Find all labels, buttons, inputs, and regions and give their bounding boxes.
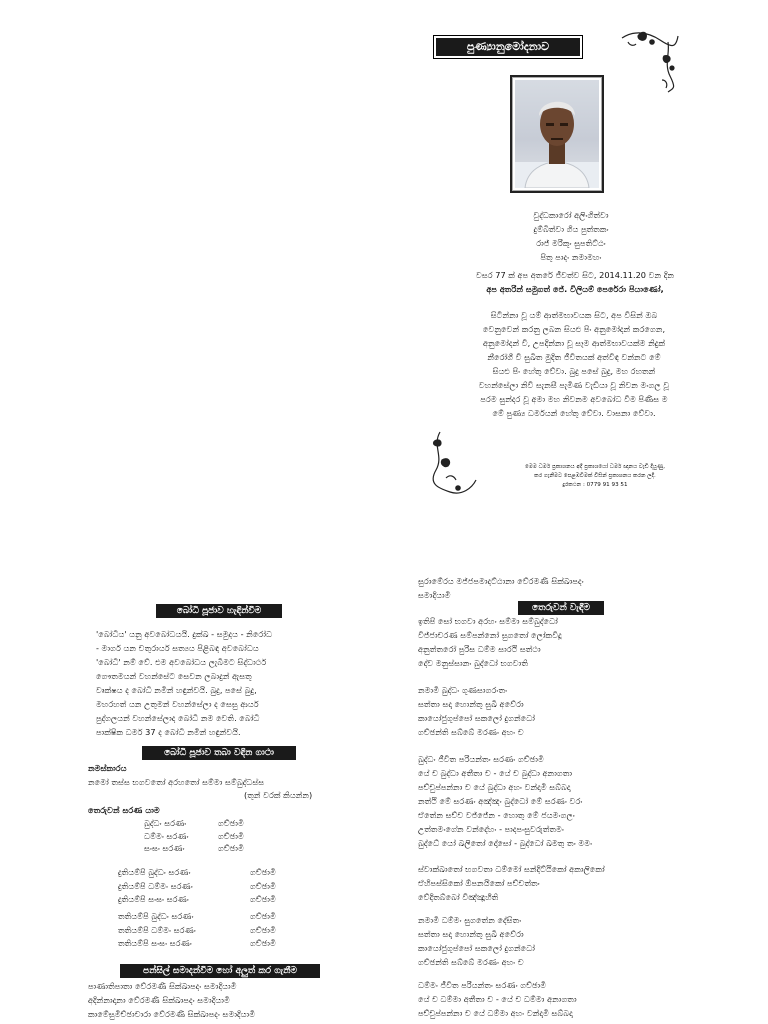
section-title-triple-gem: තෙරුවන් වැඳීම: [518, 601, 604, 615]
sarana-row: දුතියම්පි බුද්ධං සරණං ගච්ඡාමි: [118, 867, 276, 877]
para-line: - මාර්ග යන චතුරාර්ය සත්‍යය පිළිබඳ අවබෝධය: [96, 643, 259, 653]
stanza-line: පච්චුප්පන්නා ච යේ ධම්මා අහං වන්දාමි සබ්බදා: [418, 1008, 573, 1018]
body-line: මේ පුණ්‍ය ධර්මයන් හේතු වේවා. වාසනා වේවා.: [492, 408, 656, 418]
body-line: පරම සුන්දර වූ අමා මහ නිවනම අවබෝධ වීම පිණිස ම: [480, 394, 668, 404]
sarana-heading: තෙරුවන් සරණ යාම: [88, 805, 160, 815]
para-line: මහරහත් යන උතුමන් වහන්සේලා ද සෙසු ආර්ය: [96, 699, 259, 709]
stanza-line: ස්වාක්ඛාතෝ භගවතා ධම්මෝ සන්දිට්ඨිකෝ අකාලිකෝ: [418, 864, 605, 874]
body-line: සිටින්නා වූ යම් ආත්මභාවයක සිට, අප විසින් ඔබ: [490, 310, 658, 320]
stanza-line: නමාමි ධම්මං සුගතේන දේසිතං: [418, 915, 522, 925]
stanza-line: විජ්ජාචරණ සම්පන්නෝ සුගතෝ ලෝකවිදූ: [418, 630, 562, 640]
stanza-line: ධම්මං ජීවිත පරියන්තං සරණං ගච්ඡාමි: [418, 980, 547, 990]
precept-line: කාමේසුමිච්ඡාචාරා වේරමණී සික්ඛාපදං සමාදියාමි: [88, 1009, 256, 1019]
verse-line: පිතු පාදං නමාමහං: [540, 252, 602, 262]
floral-side-ornament: [428, 430, 478, 496]
stanza-iti-pi-so: [418, 614, 562, 670]
stanza-line: බුද්ධං ජීවිත පරියන්තං සරණං ගච්ඡාමි: [418, 754, 544, 764]
notice-line: වසර 77 ක් අප අතරේ ජීවත්ව සිට, 2014.11.20 වන දින: [475, 270, 675, 280]
sarana-row: සංඝං සරණං ගච්ඡාමි: [144, 843, 244, 853]
para-line: 'බෝධි' නම් වේ. එම අවබෝධය ලැබීමට සිද්ධාර්ථ: [96, 657, 267, 667]
namo-line: නමෝ තස්ස භගවතෝ අරහතෝ සම්මා සම්බුද්ධස්ස: [88, 777, 265, 787]
stanza-line: උත්තමංගේන වන්දේහං - පාදපංසුවරුත්තමං: [418, 824, 564, 834]
stanza-namami-buddham: [418, 683, 535, 739]
stanza-line: සත්තා සදා හොන්තු සුඛී අවේරා: [418, 929, 524, 939]
publisher-footer: [490, 463, 700, 490]
bodhi-intro-paragraph: [96, 627, 346, 739]
body-line: සියළු පිං හේතු වේවා. බුදු පසේ බුදු, මහ රහතන්: [492, 366, 656, 376]
sarana-row: දුතියම්පි සංඝං සරණං ගච්ඡාමි: [118, 894, 276, 904]
footer-line: කර ගැනීමට පෙළඹවීමක් විසින් ප්‍රකාශනය කරන ලදී.: [534, 473, 656, 479]
floral-corner-ornament: [618, 28, 682, 94]
verse-line: වුද්ධකාරෝ අලිංගිත්වා: [533, 210, 609, 220]
body-line: වෙනුවෙන් කරනු ලබන සියළු පිං අනුමෝදන් කරගෙන,: [482, 324, 666, 334]
stanza-line: වේදිතබ්බෝ විඤ්ඤූහීති: [418, 892, 499, 902]
body-line: වහන්සේලා නිවී සැනසී පැමිණ වැඩියා වූ නිවන මංගල වූ: [478, 380, 670, 390]
portrait-photo: [510, 75, 604, 193]
pali-verse: [476, 208, 666, 264]
announcement-title: පුණ්‍යානුමෝදනාව: [436, 38, 580, 56]
stanza-line: කායෝජුගුප්පෝ සකලෝ දුගන්ධෝ: [418, 943, 535, 953]
stanza-line: අනුත්තරෝ පුරිස ධම්ම සාරථි සත්ථා: [418, 644, 541, 654]
stanza-line: දේව මනුස්සානං බුද්ධෝ භගවාති: [418, 658, 528, 668]
stanza-namami-dhammam: [418, 913, 535, 969]
sarana-row: බුද්ධං සරණං ගච්ඡාමි: [144, 818, 244, 828]
stanza-line: නත්ථි මේ සරණං අඤ්ඤං බුද්ධෝ මේ සරණං වරං: [418, 796, 583, 806]
para-line: ගෞතමයන් වහන්සේට සෙවන ලබාදුන් ඇසතු: [96, 671, 252, 681]
stanza-buddha-sarana: [418, 752, 592, 850]
death-notice: [425, 268, 725, 296]
verse-line: දුම්බිත්වා ගිය පුත්තකං: [533, 224, 609, 234]
verse-line: රාජ් මරිකුං සුපතිට්ඨං: [536, 238, 606, 248]
merit-transfer-text: [418, 308, 730, 420]
stanza-dhamma-sarana: [418, 978, 577, 1020]
body-line: නීරෝගී වී සුඛිත මුදිත ජීවිතයක් අත්විඳ වන්නට මේ: [487, 352, 661, 362]
footer-phone: දුරකථන : 0779 91 93 51: [562, 482, 628, 488]
stanza-line: ඉතිපි සෝ භගවා අරහං සම්මා සම්බුද්ධෝ: [418, 616, 558, 626]
stanza-line: යේ ච බුද්ධා අතීතා ච - යේ ච බුද්ධා අනාගතා: [418, 768, 573, 778]
stanza-svakkhato: [418, 862, 605, 904]
sarana-group-3: [118, 910, 276, 951]
stanza-line: පච්චුප්පන්නා ච යේ බුද්ධා අහං වන්දාමි සබ්බදා: [418, 782, 571, 792]
fifth-precept: [418, 574, 584, 602]
para-line: පාක්ෂික ධර්ම 37 ද බෝධි නමින් හඳුන්වයි.: [96, 727, 241, 737]
precept-line: අදින්නාදානා වේරමණී සික්ඛාපදං සමාදියාමි: [88, 995, 230, 1005]
section-title-bodhi-intro: බෝධි පූජාව හැඳින්වීම: [156, 604, 282, 618]
body-line: අනුමෝදන් වී, උපදින්නා වූ සෑම ආත්මභාවයක්ම නිදුක්: [482, 338, 666, 348]
precept-line: සමාදියාමි: [418, 590, 451, 600]
stanza-line: කායෝජුගුප්පෝ සකලෝ දුගන්ධෝ: [418, 713, 535, 723]
stanza-line: ඒහිපස්සිකෝ ඕපනයිකෝ පච්චත්තං: [418, 878, 540, 888]
sarana-group-2: [118, 866, 276, 907]
section-title-bodhi-verses: බෝධි පූජාව තබා වඳින ගාථා: [142, 746, 296, 760]
stanza-line: සත්තා සදා හොන්තු සුඛී අවේරා: [418, 699, 524, 709]
stanza-line: ගච්ඡන්ති සබ්බේ මරණං අහං ච: [418, 957, 524, 967]
footer-line: මෙම ධර්ම ප්‍රකාශනය අදි ප්‍රකාශයෝ ධර්ම ඥානය වැඩි දියුණු,: [525, 464, 665, 470]
sarana-group-1: [144, 817, 244, 855]
stanza-line: යේ ච ධම්මා අතීතා ච - යේ ච ධම්මා අනාගතා: [418, 994, 577, 1004]
stanza-line: ගච්ඡන්ති සබ්බේ මරණං අහං ච: [418, 727, 524, 737]
para-line: 'බෝධිය' යනු අවබෝධයයි. දුක්ඛ - සමුදය - නිරෝධ: [96, 629, 273, 639]
sarana-row: දුතියම්පි ධම්මං සරණං ගච්ඡාමි: [118, 880, 276, 891]
precept-line: සුරාමේරය මජ්ජපමාදට්ඨානා වේරමණී සික්ඛාපදං: [418, 576, 584, 586]
stanza-line: බුද්ධේ යෝ ඛලිතෝ දෝසෝ - බුද්ධෝ ඛමතු තං මමං: [418, 838, 593, 848]
stanza-line: නමාමි බුද්ධං ගුණසාගරංතං: [418, 685, 508, 695]
namaskara-heading: නමස්කාරය: [88, 763, 127, 773]
para-line: වෘක්ෂය ද බෝධි නමින් හඳුන්වයි. බුදු, පසේ බුදු,: [96, 685, 257, 695]
sarana-row: ධම්මං සරණං ගච්ඡාමි: [144, 830, 244, 841]
sarana-row: තතියම්පි සංඝං සරණං ගච්ඡාමි: [118, 938, 276, 948]
pansil-precepts: [88, 979, 255, 1021]
para-line: පුද්ගලයන් වහන්සේලාද බෝධි නම වෙති. බෝධි: [96, 713, 260, 723]
stanza-line: ඒතේන සච්ච වජ්ජේන - හොතු මේ ජයමංගලං: [418, 810, 575, 820]
namo-note: (තුන් වරක් කියන්න): [244, 790, 313, 800]
precept-line: පාණාතිපාතා වේරමණී සික්ඛාපදං සමාදියාමි: [88, 981, 237, 991]
section-title-pansil: පන්සිල් සමාදන්වීම හෝ අලුත් කර ගැනීම: [120, 964, 320, 978]
sarana-row: තතියම්පි බුද්ධං සරණං ගච්ඡාමි: [118, 911, 276, 921]
notice-line: අප අතරින් සමුගත් ජේ. විලියම් පෙරේරා පියාණෝ,: [486, 284, 664, 294]
sarana-row: තතියම්පි ධම්මං සරණං ගච්ඡාමි: [118, 924, 276, 935]
